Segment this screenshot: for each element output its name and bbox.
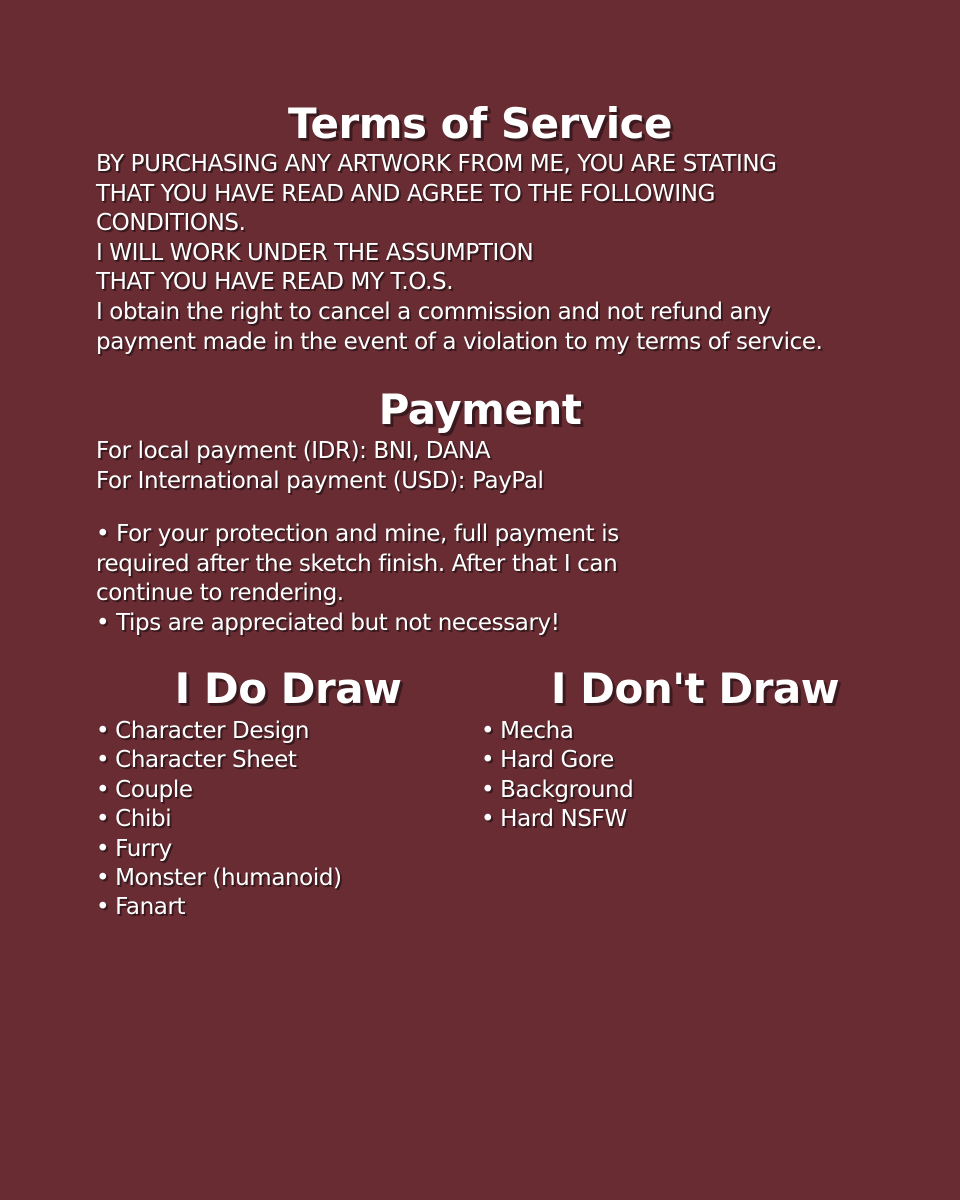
- list-item: • Couple: [96, 776, 193, 803]
- bullet-icon: •: [96, 806, 110, 833]
- tos-line: THAT YOU HAVE READ AND AGREE TO THE FOLLOWING: [96, 180, 716, 207]
- dont-draw-heading: I Don't Draw: [550, 664, 840, 713]
- bullet-icon: •: [96, 894, 110, 921]
- list-item: • Furry: [96, 835, 172, 862]
- list-item: • Character Design: [96, 718, 310, 744]
- payment-method-international: For International payment (USD): PayPal: [96, 467, 544, 494]
- tos-statement: [96, 150, 896, 357]
- do-draw-heading: I Do Draw: [174, 664, 402, 713]
- payment-note-line: continue to rendering.: [96, 580, 344, 607]
- bullet-icon: •: [481, 718, 495, 744]
- list-item: • Character Sheet: [96, 747, 297, 774]
- payment-heading: Payment: [378, 385, 582, 434]
- tos-line: BY PURCHASING ANY ARTWORK FROM ME, YOU ARE STATING: [96, 151, 777, 177]
- dont-draw-list: [481, 717, 881, 835]
- list-item: • Hard Gore: [481, 747, 614, 774]
- bullet-icon: •: [96, 865, 110, 892]
- list-item: • Fanart: [96, 894, 186, 921]
- tos-heading: Terms of Service: [287, 99, 672, 148]
- list-item: • Background: [481, 776, 634, 803]
- list-item: • Monster (humanoid): [96, 865, 342, 892]
- do-draw-list: [96, 717, 466, 923]
- list-item: • Hard NSFW: [481, 806, 627, 833]
- tos-line: I WILL WORK UNDER THE ASSUMPTION: [96, 239, 534, 266]
- payment-methods: [96, 437, 896, 496]
- tos-line: THAT YOU HAVE READ MY T.O.S.: [96, 269, 454, 296]
- payment-note-line: required after the sketch finish. After that I can: [96, 550, 618, 577]
- bullet-icon: •: [96, 718, 110, 744]
- bullet-icon: •: [481, 747, 495, 774]
- list-item: • Chibi: [96, 806, 172, 833]
- tos-line: CONDITIONS.: [96, 210, 246, 237]
- bullet-icon: •: [96, 747, 110, 774]
- payment-notes: [96, 520, 896, 638]
- bullet-icon: •: [96, 776, 110, 803]
- payment-method-local: For local payment (IDR): BNI, DANA: [96, 438, 491, 464]
- list-item: • Mecha: [481, 718, 574, 744]
- bullet-icon: •: [481, 776, 495, 803]
- payment-note-line: • Tips are appreciated but not necessary!: [96, 609, 560, 636]
- tos-line: payment made in the event of a violation to my terms of service.: [96, 328, 823, 355]
- bullet-icon: •: [96, 835, 110, 862]
- tos-line: I obtain the right to cancel a commission and not refund any: [96, 298, 771, 325]
- bullet-icon: •: [481, 806, 495, 833]
- payment-note-line: • For your protection and mine, full payment is: [96, 521, 619, 547]
